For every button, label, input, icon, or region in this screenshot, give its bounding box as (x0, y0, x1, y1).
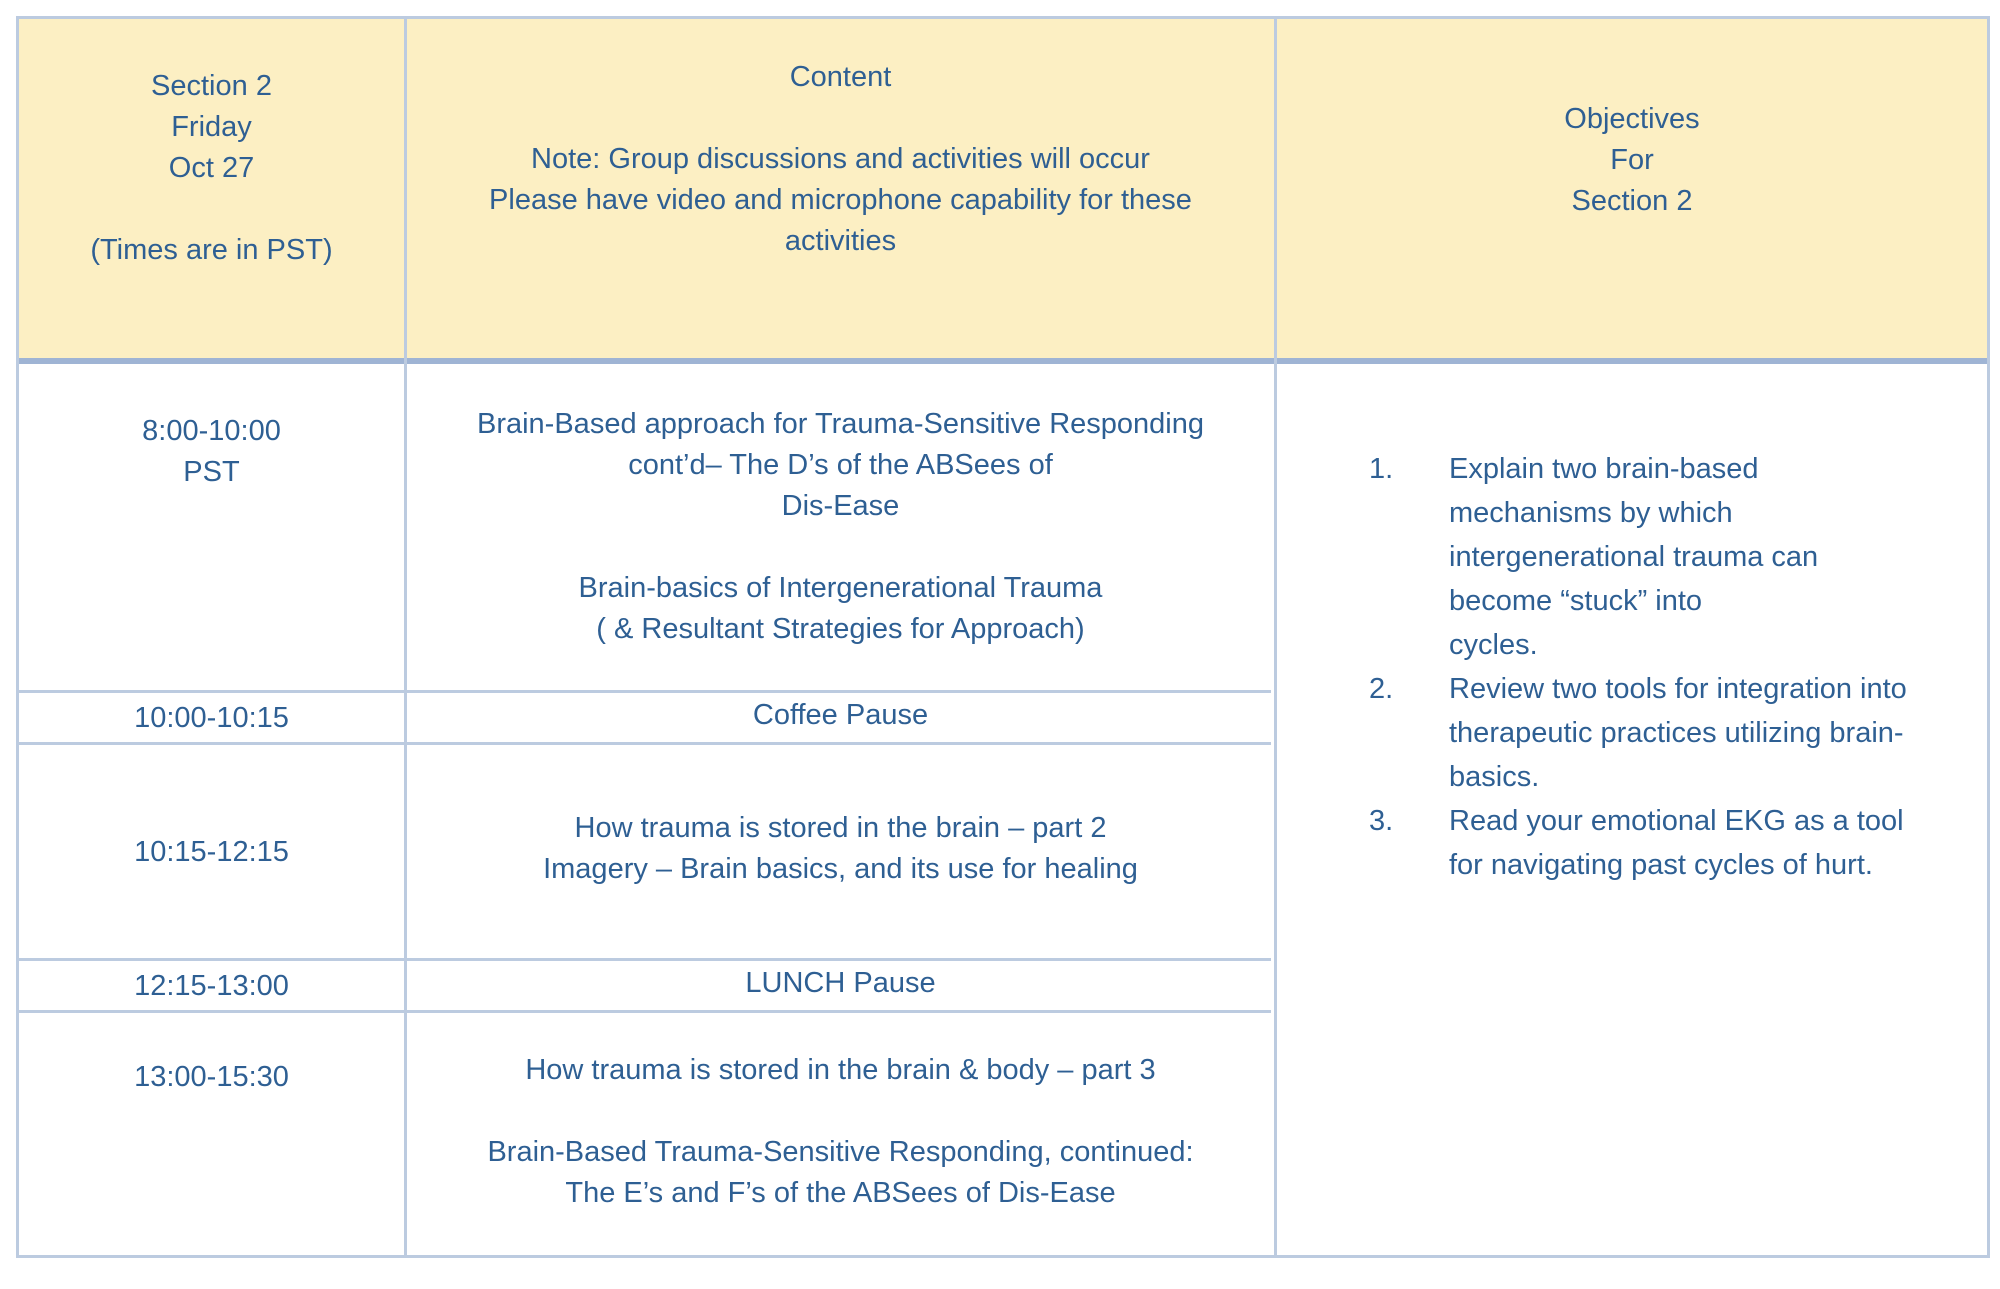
row-1-content-line: ( & Resultant Strategies for Approach) (596, 613, 1085, 645)
objective-line: therapeutic practices utilizing brain- (1449, 717, 1904, 749)
objective-item-1 (1369, 447, 1969, 667)
row-5-content-line: The E’s and F’s of the ABSees of Dis-Ease (565, 1177, 1116, 1209)
row-1-content (407, 404, 1274, 650)
header-divider (19, 358, 1987, 364)
header-objectives-title: Objectives (1564, 103, 1700, 135)
objective-number: 2. (1369, 673, 1394, 705)
objective-line: mechanisms by which (1449, 497, 1733, 529)
row-1-content-line: cont’d– The D’s of the ABSees of (628, 449, 1053, 481)
row-divider-4 (19, 1010, 1271, 1013)
header-note-line-2: Please have video and microphone capability for these (489, 184, 1192, 216)
row-1-time-range: 8:00-10:00 (142, 415, 281, 447)
header-content-title: Content (789, 61, 892, 93)
header-day: Friday (171, 111, 252, 143)
row-5-time (19, 1057, 404, 1098)
row-1-time (19, 411, 404, 493)
row-1-content-line: Brain-Based approach for Trauma-Sensitive Responding (476, 408, 1204, 440)
schedule-table (16, 16, 1990, 1258)
row-divider-1 (19, 690, 1271, 693)
header-timezone-note: (Times are in PST) (90, 234, 333, 266)
row-5-time-range: 13:00-15:30 (134, 1061, 289, 1093)
row-3-time-range: 10:15-12:15 (134, 836, 289, 868)
row-1-content-line: Dis-Ease (781, 490, 900, 522)
objective-line: Review two tools for integration into (1449, 673, 1907, 705)
row-1-content-line: Brain-basics of Intergenerational Trauma (578, 572, 1103, 604)
objective-line: become “stuck” into (1449, 585, 1703, 617)
objective-item-3 (1369, 799, 1969, 887)
objective-number: 3. (1369, 805, 1394, 837)
row-3-content-line: Imagery – Brain basics, and its use for healing (543, 853, 1138, 885)
objective-line: Explain two brain-based (1449, 453, 1759, 485)
objective-line: intergenerational trauma can (1449, 541, 1819, 573)
objective-item-2 (1369, 667, 1969, 799)
row-5-content (407, 1050, 1274, 1214)
row-2-content (407, 695, 1274, 736)
header-objectives-for: For (1610, 144, 1654, 176)
row-2-content-line: Coffee Pause (752, 699, 929, 731)
objective-line: for navigating past cycles of hurt. (1449, 849, 1873, 881)
row-4-content-line: LUNCH Pause (745, 967, 936, 999)
objective-line: cycles. (1449, 629, 1538, 661)
header-section: Section 2 (151, 70, 272, 102)
row-divider-2 (19, 742, 1271, 745)
row-2-time-range: 10:00-10:15 (134, 702, 289, 734)
row-3-time (19, 832, 404, 873)
row-4-time-range: 12:15-13:00 (134, 970, 289, 1002)
row-divider-3 (19, 958, 1271, 961)
objective-line: basics. (1449, 761, 1540, 793)
row-4-content (407, 963, 1274, 1004)
objectives-list (1369, 447, 1969, 887)
objective-line: Read your emotional EKG as a tool (1449, 805, 1904, 837)
row-1-time-zone: PST (183, 456, 240, 488)
objective-number: 1. (1369, 453, 1394, 485)
row-5-content-line: How trauma is stored in the brain & body – part 3 (525, 1054, 1156, 1086)
header-note-line-1: Note: Group discussions and activities will occur (531, 143, 1150, 175)
header-content-cell (407, 57, 1274, 262)
header-note-line-3: activities (784, 225, 897, 257)
header-objectives-cell (1277, 99, 1987, 222)
row-5-content-line: Brain-Based Trauma-Sensitive Responding, continued: (487, 1136, 1194, 1168)
header-date: Oct 27 (168, 152, 255, 184)
header-objectives-section: Section 2 (1571, 185, 1693, 217)
row-3-content-line: How trauma is stored in the brain – part 2 (574, 812, 1107, 844)
row-3-content (407, 808, 1274, 890)
row-2-time (19, 698, 404, 739)
header-time-cell (19, 66, 404, 271)
row-4-time (19, 966, 404, 1007)
